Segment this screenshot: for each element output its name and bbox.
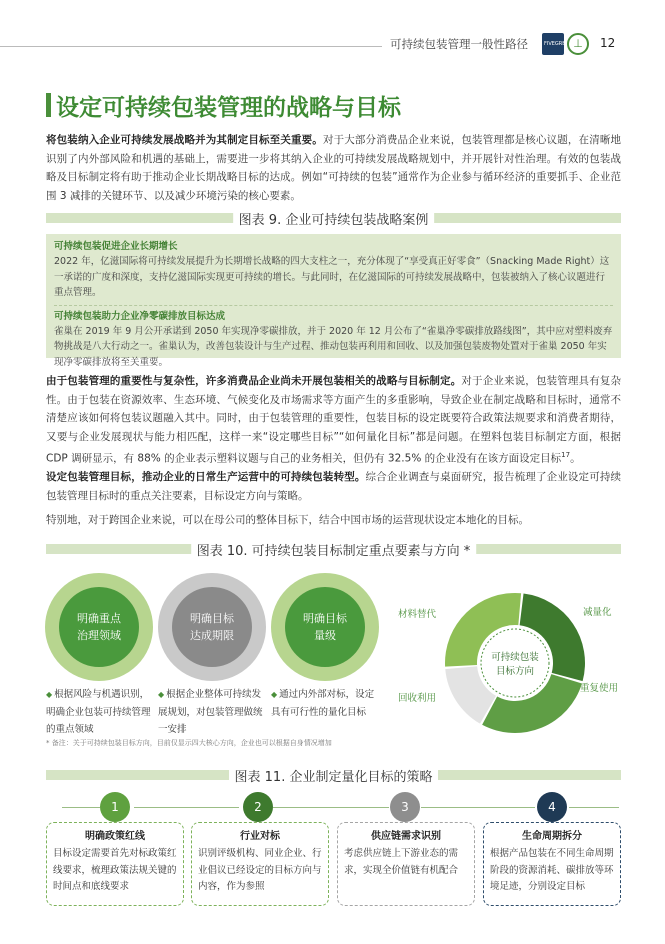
- step-connector: [62, 807, 100, 808]
- header-rule: [0, 46, 382, 47]
- circle-magnitude: 明确目标 量级: [271, 573, 379, 681]
- step-card: 明确政策红线 目标设定需要首先对标政策红线要求，梳理政策法规关键的时间点和底线要求: [46, 822, 184, 906]
- fig9-caption: 图表 9. 企业可持续包装战略案例: [46, 210, 621, 226]
- step-connector: [273, 807, 389, 808]
- paragraph-complexity: 由于包装管理的重要性与复杂性，许多消费品企业尚未开展包装相关的战略与目标制定。对于企业来说，包装管理具有复杂性。由于包装在资源效率、生态环境、气候变化及市场需求等方面产生的多重影响，导致企业在制定战略和目标时，通常不清楚应该如何将包装议题融入其中。同时，由于包装管理的重要性，包装目标的设定既要符合政策法规要求和消费者期待，又要与企业发展现状与能力相匹配，这样一来“设定哪些目标”“如何量化目标”都是问题。在塑料包装目标制定方面，根据 CDP 调研显示，有 88% 的企业表示塑料议题与自己的业务相关，但仍有 32.5% 的企业没有在该方面设定目标$^{17}$。: [46, 375, 622, 465]
- step-number: 2: [243, 792, 273, 822]
- step-connector: [421, 807, 535, 808]
- step-connector: [569, 807, 619, 808]
- step-card: 行业对标 识别评级机构、同业企业、行业倡议已经设定的目标方向与内容，作为参照: [191, 822, 329, 906]
- circle-focus-area: 明确重点 治理领域: [45, 573, 153, 681]
- donut-label-recycle: 回收利用: [398, 693, 437, 704]
- section-title: 设定可持续包装管理的战略与目标: [56, 95, 401, 121]
- step-card: 供应链需求识别 考虑供应链上下游业态的需求，实现全价值链有机配合: [337, 822, 475, 906]
- donut-label-material: 材料替代: [398, 609, 437, 620]
- step-card: 生命周期拆分 根据产品包装在不同生命周期阶段的资源消耗、碳排放等环境足迹，分别设定目标: [483, 822, 621, 906]
- fig11-caption: 图表 11. 企业制定量化目标的策略: [46, 767, 621, 783]
- page-number: 12: [600, 36, 616, 50]
- donut-center-line2: 目标方向: [495, 666, 535, 677]
- circle-note: ◆ 根据企业整体可持续发展规划，对包装管理做统一安排: [158, 689, 263, 735]
- circle-note: ◆ 通过内外部对标，设定具有可行性的量化目标: [271, 689, 375, 718]
- header-title: 可持续包装管理一般性路径: [390, 37, 528, 51]
- case-divider: [54, 305, 613, 306]
- case-box: [46, 234, 621, 368]
- leaf-circle-icon: ⊥: [567, 33, 589, 55]
- brand-logo: FIVEGRB: [542, 33, 564, 55]
- case-text: 2022 年，亿滋国际将可持续发展提升为长期增长战略的四大支柱之一，充分体现了“享受真正好零食”（Snacking Made Right）这一承诺的广度和深度，支持亿滋国际实现更可持续的增长。与此同时，在亿滋国际的可持续发展战略中，包装被纳入了核心议题进行重点管理。: [54, 256, 610, 298]
- donut-center-line1: 可持续包装: [491, 652, 539, 663]
- step-number: 4: [537, 792, 567, 822]
- case-text: 雀巢在 2019 年 9 月公开承诺到 2050 年实现净零碳排放，并于 2020 年 12 月公布了“雀巢净零碳排放路线图”，其中应对塑料废弃物挑战是八大行动之一。雀巢认为，改善包装设计与生产过程、推动包装再利用和回收、以及加强包装废物处置对于雀巢 2050 年实现净零碳排放将至关重要。: [54, 325, 613, 368]
- step-number: 3: [390, 792, 420, 822]
- case-heading: 可持续包装促进企业长期增长: [54, 241, 178, 252]
- fig10-footnote: * 备注：关于可持续包装目标方向，目前仅显示四大核心方向，企业也可以根据自身情况增加: [46, 739, 332, 747]
- paragraph-targets: 设定包装管理目标，推动企业的日常生产运营中的可持续包装转型。综合企业调查与桌面研究，报告梳理了企业设定可持续包装管理目标时的重点关注要素，目标设定方向与策略。: [46, 471, 622, 502]
- circle-deadline: 明确目标 达成期限: [158, 573, 266, 681]
- donut-label-reuse: 重复使用: [580, 683, 619, 694]
- step-number: 1: [100, 792, 130, 822]
- fig10-caption: 图表 10. 可持续包装目标制定重点要素与方向 *: [46, 541, 621, 557]
- paragraph-multinational: 特别地，对于跨国企业来说，可以在母公司的整体目标下，结合中国市场的运营现状设定本地化的目标。: [46, 514, 529, 526]
- circle-note: ◆ 根据风险与机遇识别，明确企业包装可持续管理的重点领域: [46, 689, 151, 735]
- donut-label-reduce: 减量化: [583, 607, 612, 618]
- step-connector: [134, 807, 239, 808]
- intro-paragraph: 将包装纳入企业可持续发展战略并为其制定目标至关重要。对于大部分消费品企业来说，包装管理都是核心议题，在清晰地识别了内外部风险和机遇的基础上，需要进一步将其纳入企业的可持续发展战略规划中，并开展针对性治理。有效的包装战略及目标制定将有助于推动企业长期战略目标的达成。例如“可持续的包装”通常作为企业参与循环经济的重要抓手、企业范围 3 减排的关键环节、以及减少环境污染的核心要素。: [46, 134, 622, 202]
- direction-donut: [440, 588, 590, 738]
- case-heading: 可持续包装助力企业净零碳排放目标达成: [54, 310, 226, 322]
- title-accent-bar: [46, 93, 51, 117]
